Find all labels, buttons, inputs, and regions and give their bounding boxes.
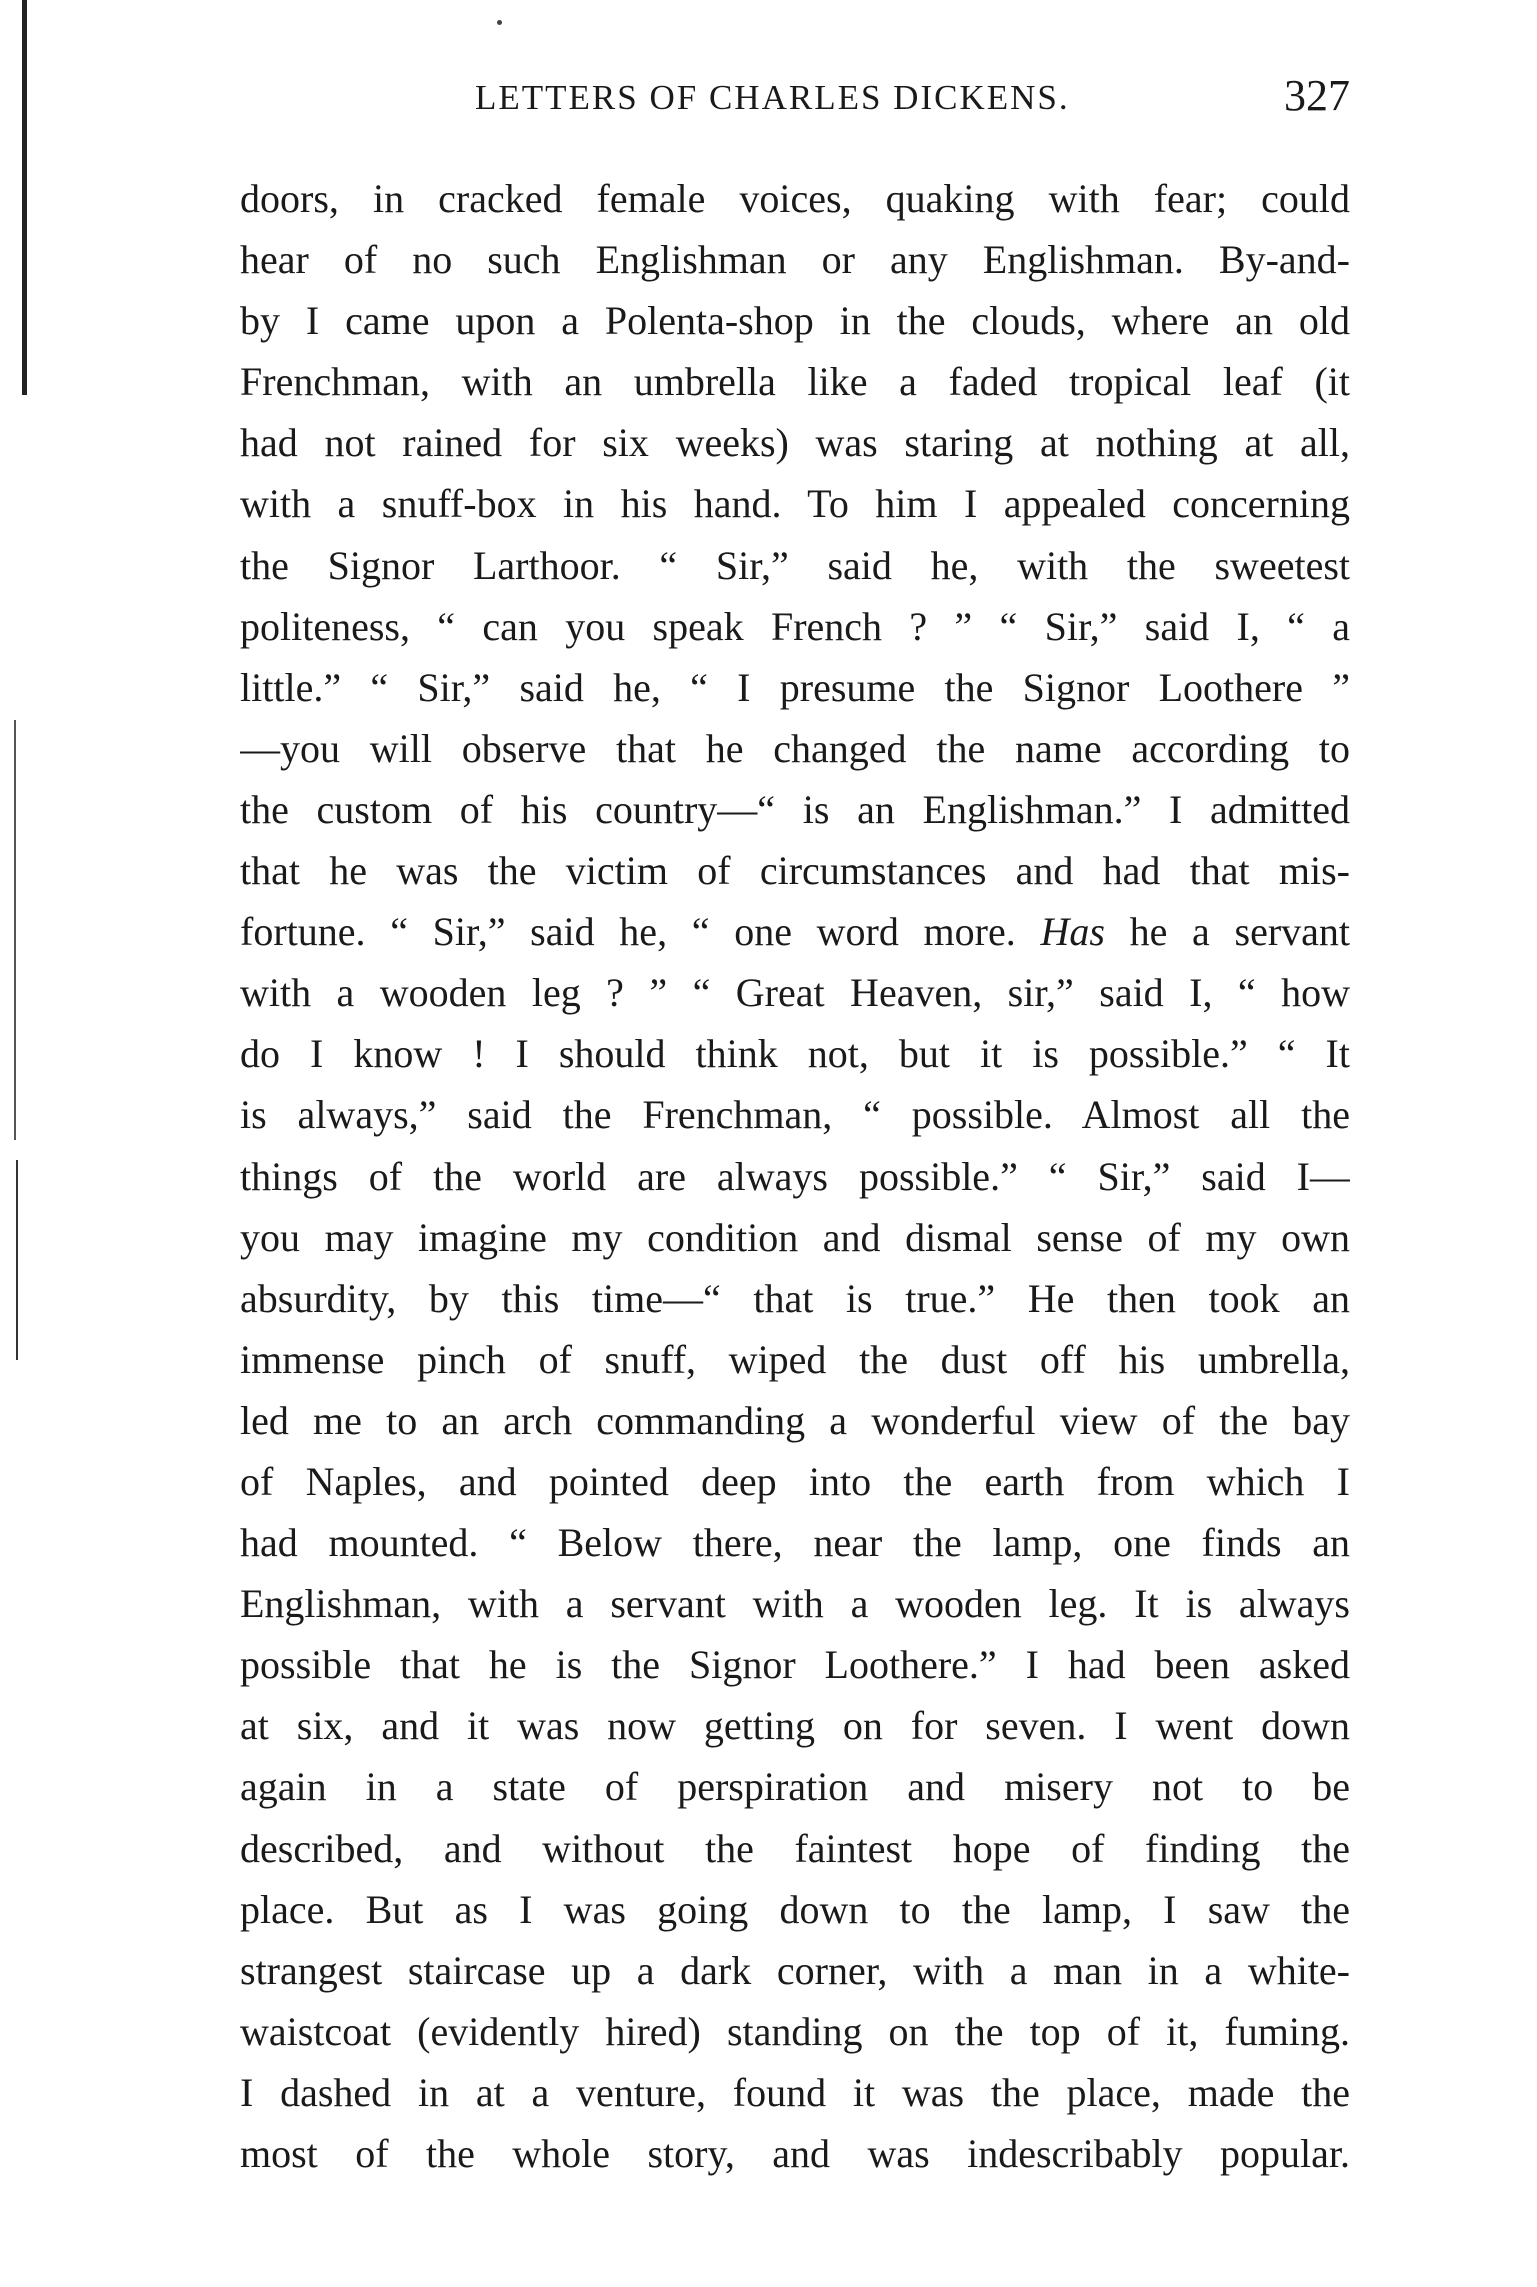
scan-edge-mark xyxy=(22,0,27,395)
text-line: described, and without the faintest hope of finding the xyxy=(240,1825,1350,1871)
text-line: little.” “ Sir,” said he, “ I presume the Signor Loothere ” xyxy=(240,664,1350,710)
text-run: fortune. “ Sir,” said he, “ one word more. xyxy=(240,909,1041,955)
text-line: by I came upon a Polenta-shop in the clouds, where an old xyxy=(240,298,1350,344)
text-line: strangest staircase up a dark corner, with a man in a white- xyxy=(240,1947,1350,1993)
text-line: things of the world are always possible.” “ Sir,” said I— xyxy=(240,1153,1350,1199)
text-line: the custom of his country—“ is an Englishman.” I admitted xyxy=(240,786,1350,832)
text-line: do I know ! I should think not, but it is possible.” “ It xyxy=(240,1031,1350,1077)
page-number: 327 xyxy=(1284,71,1350,120)
text-line-italic xyxy=(240,901,1350,962)
text-line: again in a state of perspiration and misery not to be xyxy=(240,1764,1350,1810)
text-line: Frenchman, with an umbrella like a faded tropical leaf (it xyxy=(240,359,1350,405)
text-line: that he was the victim of circumstances and had that mis- xyxy=(240,848,1350,894)
italic-word: Has xyxy=(1040,909,1105,955)
text-line: politeness, “ can you speak French ? ” “ Sir,” said I, “ a xyxy=(240,603,1350,649)
text-line: immense pinch of snuff, wiped the dust off his umbrella, xyxy=(240,1336,1350,1382)
running-title: LETTERS OF CHARLES DICKENS. xyxy=(475,78,1070,117)
text-line: —you will observe that he changed the name according to xyxy=(240,725,1350,771)
text-line: the Signor Larthoor. “ Sir,” said he, with the sweetest xyxy=(240,542,1350,588)
scan-edge-mark xyxy=(14,720,16,1140)
text-line: at six, and it was now getting on for seven. I went down xyxy=(240,1703,1350,1749)
text-line: possible that he is the Signor Loothere.” I had been asked xyxy=(240,1642,1350,1688)
text-line: led me to an arch commanding a wonderful view of the bay xyxy=(240,1397,1350,1443)
text-run: he a servant xyxy=(1104,909,1350,955)
ink-speck xyxy=(497,20,502,25)
text-line: hear of no such Englishman or any Englishman. By-and- xyxy=(240,237,1350,283)
text-line: is always,” said the Frenchman, “ possible. Almost all the xyxy=(240,1092,1350,1138)
text-line: you may imagine my condition and dismal sense of my own xyxy=(240,1214,1350,1260)
text-line: doors, in cracked female voices, quaking with fear; could xyxy=(240,176,1350,221)
text-line: I dashed in at a venture, found it was the place, made the xyxy=(240,2069,1350,2115)
body-text xyxy=(240,168,1350,2184)
text-line: with a wooden leg ? ” “ Great Heaven, sir,” said I, “ how xyxy=(240,970,1350,1016)
text-line: with a snuff-box in his hand. To him I appealed concerning xyxy=(240,481,1350,527)
text-line: most of the whole story, and was indescribably popular. xyxy=(240,2131,1350,2176)
text-line: waistcoat (evidently hired) standing on the top of it, fuming. xyxy=(240,2008,1350,2054)
scan-edge-mark xyxy=(16,1160,18,1360)
text-line: Englishman, with a servant with a wooden leg. It is always xyxy=(240,1581,1350,1627)
text-line: had mounted. “ Below there, near the lamp, one finds an xyxy=(240,1520,1350,1566)
text-line: had not rained for six weeks) was staring at nothing at all, xyxy=(240,420,1350,466)
text-line: absurdity, by this time—“ that is true.” He then took an xyxy=(240,1275,1350,1321)
text-line: of Naples, and pointed deep into the earth from which I xyxy=(240,1458,1350,1504)
running-head xyxy=(240,70,1350,130)
text-line: place. But as I was going down to the lamp, I saw the xyxy=(240,1886,1350,1932)
